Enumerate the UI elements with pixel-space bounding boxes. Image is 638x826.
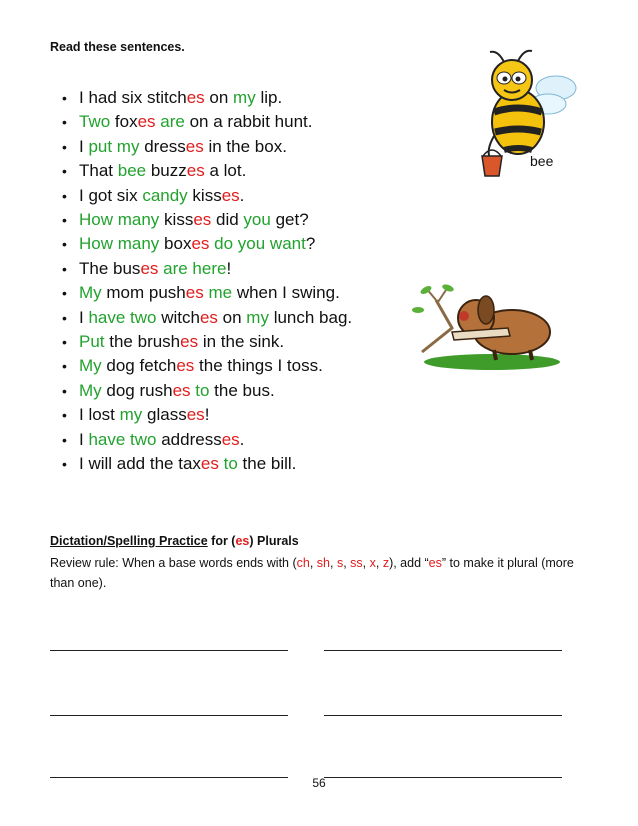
sentence-segment: es [137, 112, 156, 132]
sentence-segment: The bus [79, 258, 141, 278]
writing-line[interactable] [50, 650, 288, 651]
rule-segment: ), add “ [389, 556, 429, 570]
sentence-segment: the bill. [237, 454, 297, 474]
sentence-item [62, 379, 352, 403]
bullet-icon: • [62, 431, 67, 448]
writing-line[interactable] [324, 715, 562, 716]
sentence-segment: on [204, 88, 234, 107]
sentence-segment: es [221, 429, 240, 449]
sentence-list [62, 86, 352, 477]
sentence-item [62, 403, 352, 427]
dictation-title-es: es [235, 534, 250, 548]
sentence-segment: es [185, 136, 204, 156]
sentence-segment: put my [88, 136, 140, 156]
sentence-segment: the things I toss. [194, 356, 323, 376]
dictation-title-for: for ( [207, 534, 236, 548]
sentence-segment: on [217, 307, 247, 327]
sentence-segment: kiss [187, 185, 222, 205]
sentence-segment: My [79, 356, 102, 376]
rule-segment: , [343, 556, 351, 570]
dictation-title [50, 534, 299, 548]
review-rule [50, 553, 590, 593]
sentence-segment: did [211, 210, 244, 230]
bullet-icon: • [62, 309, 67, 326]
sentence-segment: I lost [79, 405, 120, 425]
sentence-segment: I will add the tax [79, 454, 201, 474]
bullet-icon: • [62, 407, 67, 424]
sentence-segment: get? [270, 210, 309, 230]
bullet-icon: • [62, 334, 67, 351]
sentence-segment: mom push [101, 283, 186, 303]
sentence-segment: I [79, 307, 89, 327]
sentence-segment: buzz [146, 161, 187, 181]
sentence-segment: . [239, 429, 245, 449]
sentence-segment: the bus. [209, 380, 275, 400]
sentence-segment: are [160, 112, 185, 132]
sentence-segment: kiss [159, 210, 194, 230]
rule-segment: s [336, 556, 344, 570]
sentence-segment: a lot. [204, 161, 247, 181]
sentence-segment: me [208, 283, 233, 303]
sentence-item [62, 428, 352, 452]
bee-illustration [468, 46, 580, 186]
sentence-segment: dog rush [101, 380, 173, 400]
bullet-icon: • [62, 285, 67, 302]
sentence-segment: es [186, 88, 205, 107]
sentence-segment: . [239, 185, 245, 205]
rule-segment: x [369, 556, 376, 570]
rule-segment: ch [296, 556, 310, 570]
sentence-segment: ? [305, 234, 316, 254]
writing-line[interactable] [324, 650, 562, 651]
sentence-segment: I [79, 136, 89, 156]
sentence-segment: My [79, 283, 102, 303]
sentence-item [62, 232, 352, 256]
sentence-segment: Put [79, 332, 105, 352]
sentence-segment: ! [226, 258, 232, 278]
rule-segment: Review rule: When a base words ends with ( [50, 556, 297, 570]
sentence-segment: I [79, 429, 89, 449]
sentence-segment: box [159, 234, 192, 254]
dictation-title-underlined: Dictation/Spelling Practice [50, 534, 208, 548]
sentence-segment: dress [139, 136, 186, 156]
sentence-item [62, 110, 352, 134]
sentence-item [62, 208, 352, 232]
sentence-segment: es [185, 283, 204, 303]
sentence-item [62, 184, 352, 208]
sentence-segment: witch [156, 307, 200, 327]
sentence-segment: in the box. [203, 136, 287, 156]
sentence-segment: dog fetch [101, 356, 177, 376]
sentence-item [62, 86, 352, 110]
sentence-segment: have two [88, 429, 157, 449]
sentence-segment: es [186, 405, 205, 425]
sentence-item [62, 330, 352, 354]
sentence-segment: es [193, 210, 212, 230]
sentence-segment: my [233, 88, 256, 107]
rule-segment: , [362, 556, 370, 570]
rule-segment: z [382, 556, 390, 570]
bullet-icon: • [62, 260, 67, 277]
bullet-icon: • [62, 236, 67, 253]
bee-label: bee [530, 153, 554, 169]
sentence-segment: es [180, 332, 199, 352]
bullet-icon: • [62, 382, 67, 399]
sentence-segment: I had six stitch [79, 88, 187, 107]
sentence-segment: glass [142, 405, 187, 425]
sentence-segment: when I swing. [232, 283, 340, 303]
sentence-segment: have two [88, 307, 157, 327]
sentence-item [62, 159, 352, 183]
sentence-segment: My [79, 380, 102, 400]
rule-segment: , [309, 556, 317, 570]
rule-segment: ss [350, 556, 363, 570]
bullet-icon: • [62, 187, 67, 204]
sentence-segment: bee [117, 161, 147, 181]
sentence-segment: lip. [255, 88, 283, 107]
sentence-segment: es [186, 161, 205, 181]
sentence-segment: address [156, 429, 222, 449]
sentence-segment: fox [110, 112, 138, 132]
rule-segment: ” to make it plural (more than one). [50, 556, 574, 590]
sentence-segment: ! [204, 405, 210, 425]
bullet-icon: • [62, 456, 67, 473]
sentence-item [62, 257, 352, 281]
sentence-segment: I got six [79, 185, 143, 205]
rule-segment: , [375, 556, 383, 570]
sentence-segment: es [172, 380, 191, 400]
sentence-segment: my [119, 405, 143, 425]
sentence-segment: es [176, 356, 195, 376]
writing-line[interactable] [50, 715, 288, 716]
sentence-segment: on a rabbit hunt. [184, 112, 313, 132]
page-number: 56 [312, 776, 326, 790]
bullet-icon: • [62, 90, 67, 106]
dog-illustration [412, 280, 562, 380]
sentence-segment: es [199, 307, 218, 327]
sentence-item [62, 452, 352, 476]
sentence-segment: That [79, 161, 118, 181]
sentence-item [62, 281, 352, 305]
sentence-segment: you [243, 210, 271, 230]
bullet-icon: • [62, 358, 67, 375]
sentence-segment: es [221, 185, 240, 205]
sentence-item [62, 354, 352, 378]
sentence-segment: How many [79, 210, 160, 230]
sentence-segment: to [223, 454, 238, 474]
bullet-icon: • [62, 212, 67, 229]
sentence-segment: in the sink. [198, 332, 285, 352]
sentence-segment: How many [79, 234, 160, 254]
sentence-segment: es [200, 454, 219, 474]
sentence-segment: es [140, 258, 159, 278]
sentence-segment: the brush [104, 332, 181, 352]
sentence-segment: to [195, 380, 210, 400]
sentence-segment: es [191, 234, 210, 254]
sentence-segment: Two [79, 112, 111, 132]
sentence-item [62, 135, 352, 159]
bullet-icon: • [62, 138, 67, 155]
sentence-segment: lunch bag. [268, 307, 353, 327]
sentence-item [62, 306, 352, 330]
bullet-icon: • [62, 163, 67, 180]
sentence-segment: are here [163, 258, 227, 278]
sentence-segment: my [246, 307, 269, 327]
dictation-title-end: ) Plurals [249, 534, 299, 548]
sentence-segment: candy [142, 185, 188, 205]
rule-segment: es [428, 556, 442, 570]
bullet-icon: • [62, 114, 67, 131]
sentence-segment: do you want [214, 234, 306, 254]
rule-segment: sh [316, 556, 330, 570]
rule-segment: , [330, 556, 337, 570]
instruction-heading: Read these sentences. [50, 40, 185, 54]
